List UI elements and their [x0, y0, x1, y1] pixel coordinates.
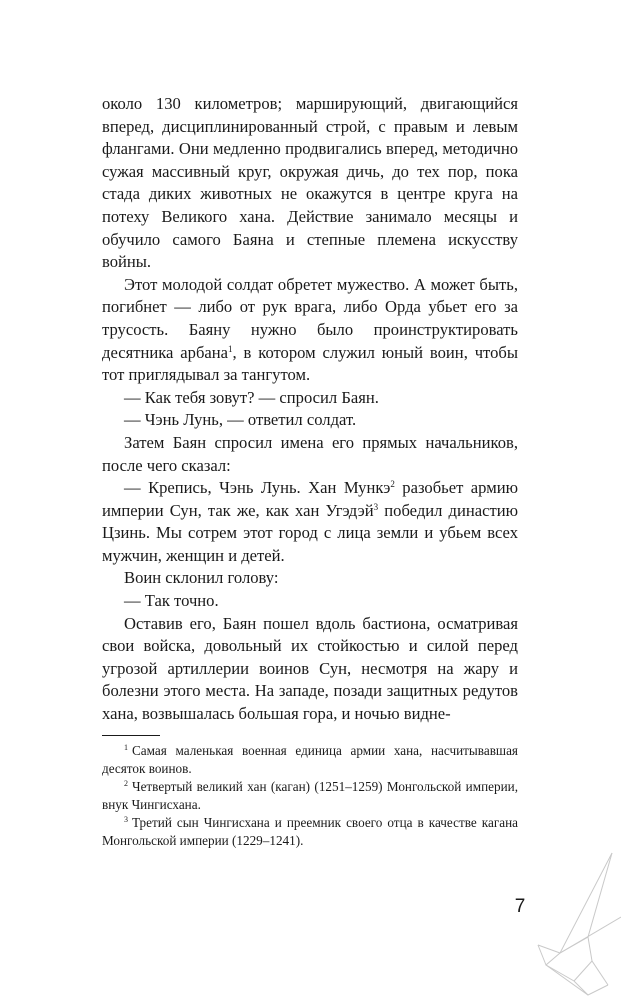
footnote-marker: 3 — [124, 815, 128, 824]
footnote-text: Четвертый великий хан (каган) (1251–1259) Монгольской империи, внук Чингисхана. — [102, 779, 518, 812]
paragraph-text: Затем Баян спросил имена его прямых начальников, после чего сказал: — [102, 432, 518, 475]
footnote-reference[interactable]: 2 — [390, 479, 395, 490]
paragraph-text: Оставив его, Баян пошел вдоль бастиона, осматривая свои войска, довольный их стойкостью и силой перед угрозой артиллерии воинов Сун, несмотря на жару и болезни этого места. На западе, позади защитных редутов хана, возвышалась большая гора, и ночью видне- — [102, 613, 518, 724]
paragraph-text: Воин склонил голову: — [124, 568, 279, 588]
footnote — [102, 742, 518, 778]
paragraph — [102, 274, 518, 387]
main-text — [102, 93, 518, 726]
origami-decoration-icon — [530, 845, 621, 1002]
paragraph — [102, 613, 518, 726]
footnote-text: Самая маленькая военная единица армии хана, насчитывавшая десяток воинов. — [102, 743, 518, 776]
footnote-marker: 1 — [124, 743, 128, 752]
paragraph — [102, 409, 518, 432]
footnote-separator — [102, 735, 160, 736]
page-number: 7 — [514, 896, 526, 917]
footnotes — [102, 742, 518, 850]
paragraph-text: , в котором служил юный воин, чтобы тот приглядывал за тангутом. — [102, 342, 518, 385]
paragraph-text: победил династию Цзинь. Мы сотрем этот город с лица земли и убьем всех мужчин, женщин и детей. — [102, 500, 518, 565]
paragraph — [102, 477, 518, 567]
paragraph — [102, 567, 518, 590]
paragraph-text: — Так точно. — [124, 591, 219, 611]
footnote — [102, 814, 518, 850]
paragraph — [102, 432, 518, 477]
paragraph-text: — Крепись, Чэнь Лунь. Хан Мункэ — [124, 478, 391, 498]
footnote — [102, 778, 518, 814]
footnote-marker: 2 — [124, 779, 128, 788]
footnote-reference[interactable]: 3 — [373, 501, 379, 512]
paragraph — [102, 387, 518, 410]
paragraph — [102, 590, 518, 613]
footnote-text: Третий сын Чингисхана и преемник своего отца в качестве кагана Монгольской империи (1229–1241). — [102, 815, 518, 848]
paragraph-text: — Как тебя зовут? — спросил Баян. — [124, 387, 379, 407]
paragraph-text: — Чэнь Лунь, — ответил солдат. — [124, 410, 357, 430]
paragraph-text: около 130 километров; марширующий, двигающийся вперед, дисциплинированный строй, с правым и левым флангами. Они медленно продвигались вперед, методично сужая массивный круг, окружая дичь, до тех пор, пока стада диких животных не окажутся в центре круга на потеху Великого хана. Действие занимало месяцы и обучило самого Баяна и степные племена искусству войны. — [102, 94, 518, 272]
paragraph-text: Этот молодой солдат обретет мужество. А может быть, погибнет — либо от рук врага, либо Орда убьет его за трусость. Баяну нужно было проинструктировать десятника арбана — [102, 274, 518, 362]
paragraph — [102, 93, 518, 274]
paragraph-text: разобьет армию империи Сун, так же, как хан Угэдэй — [102, 478, 518, 520]
footnote-reference[interactable]: 1 — [228, 343, 233, 354]
